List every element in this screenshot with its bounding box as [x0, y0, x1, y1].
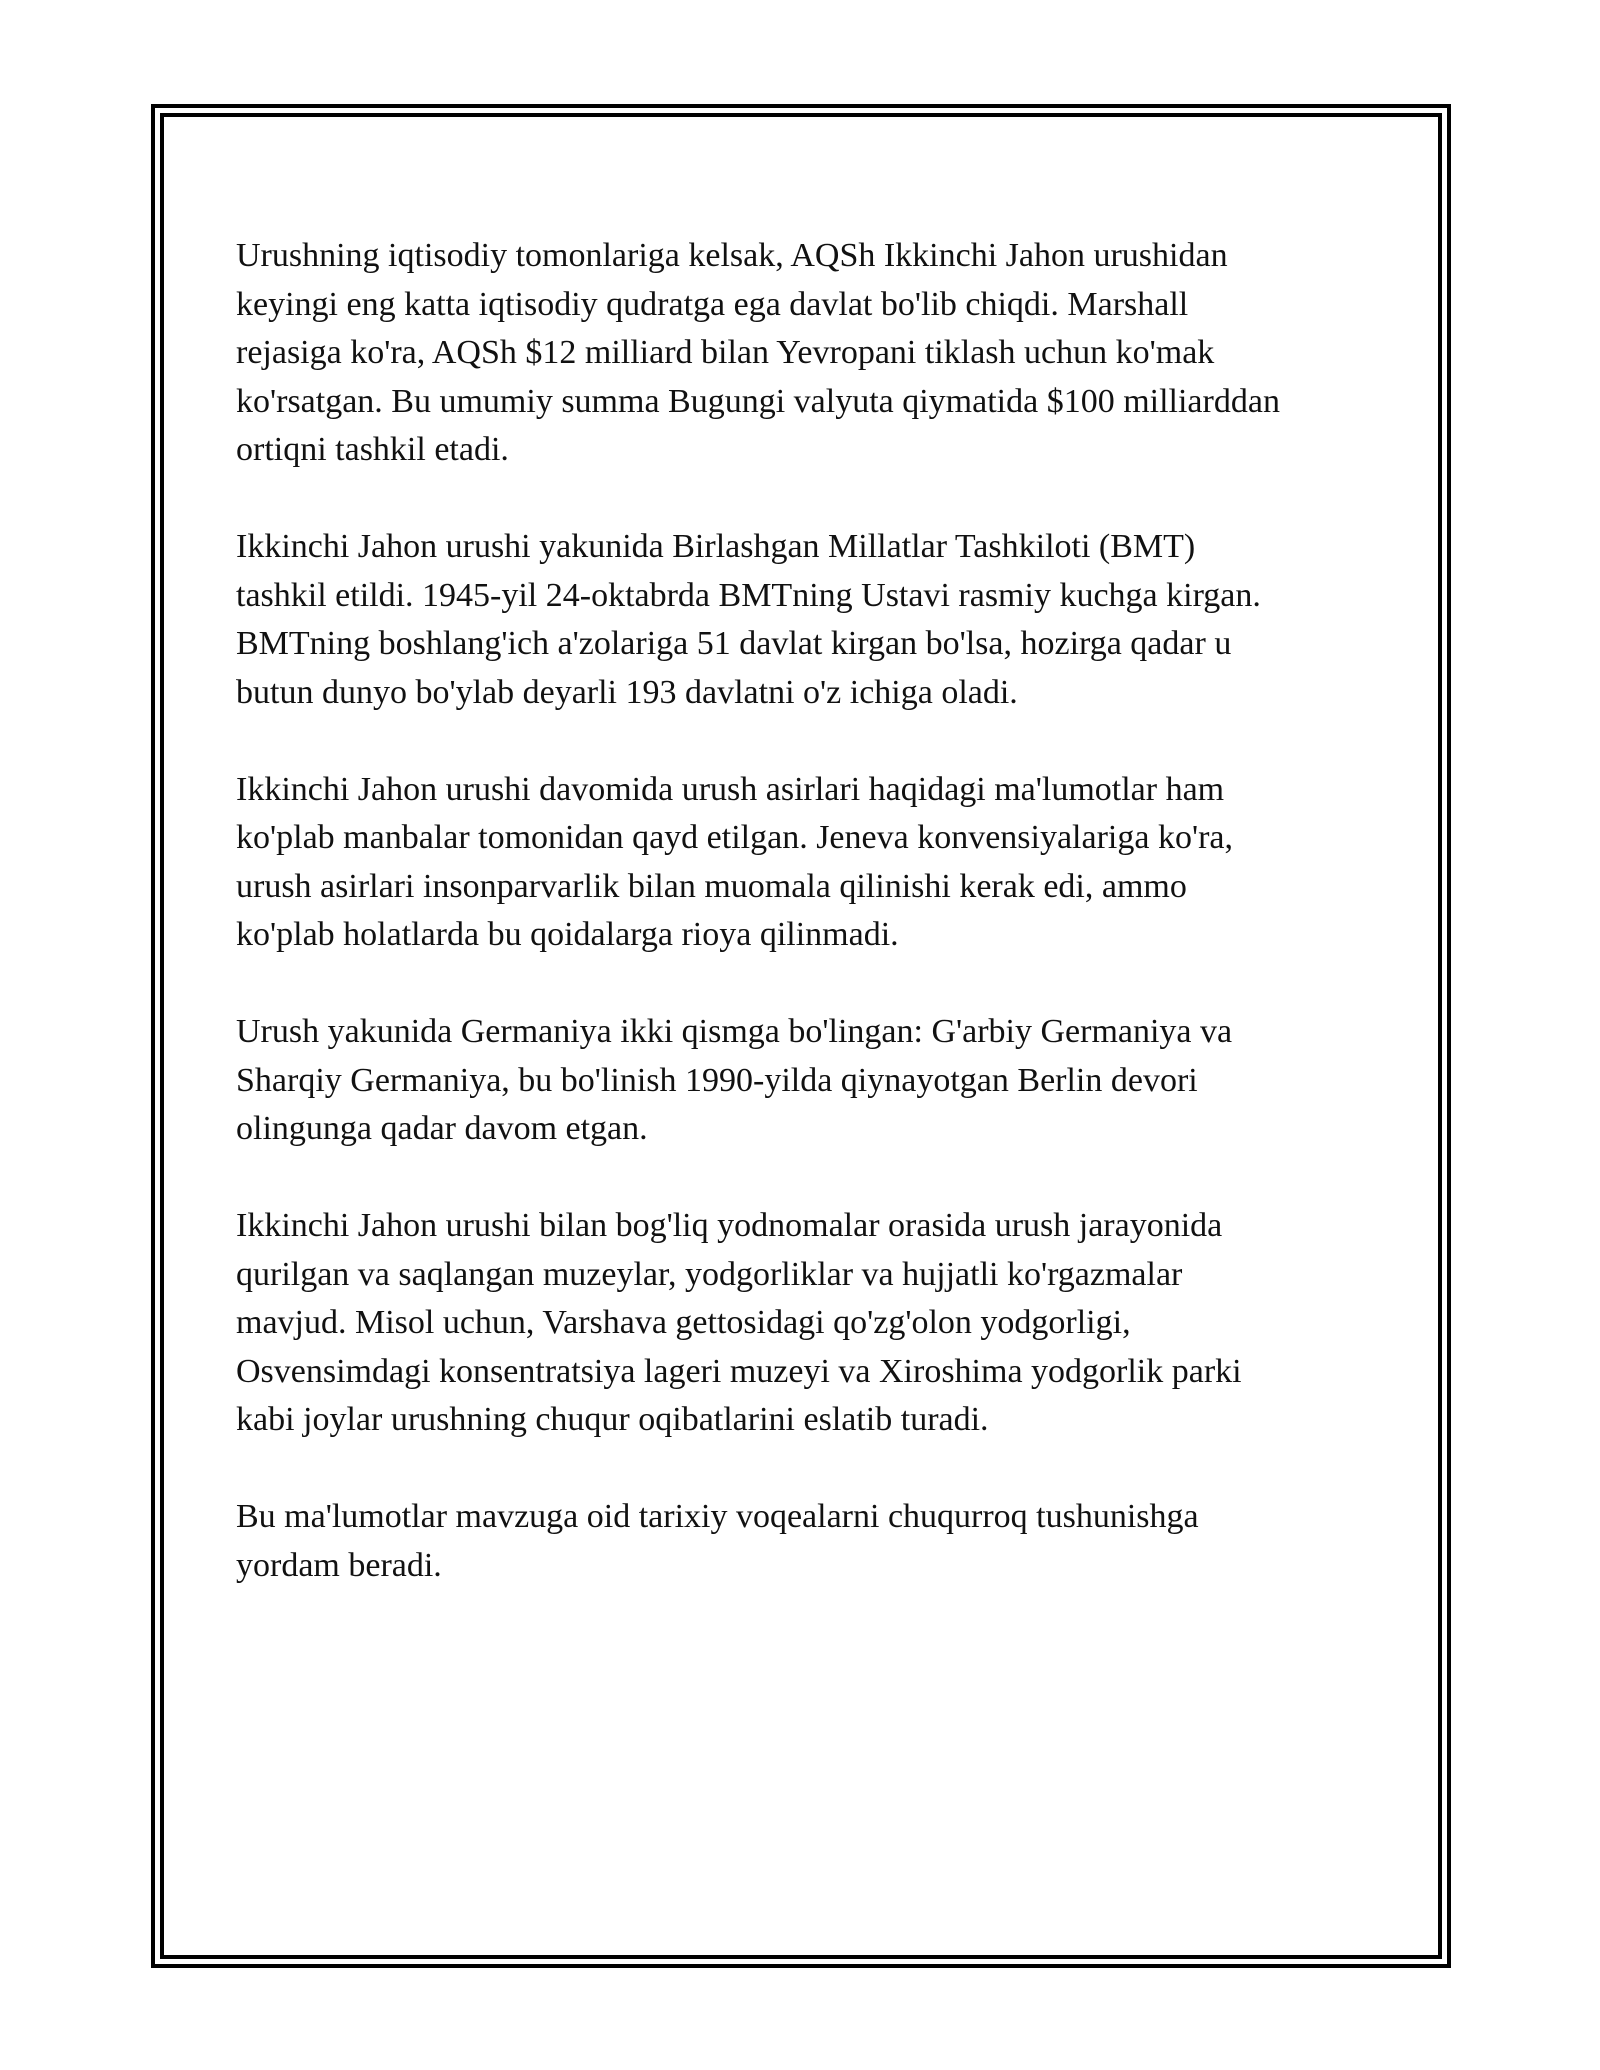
paragraph-germany-division: Urush yakunida Germaniya ikki qismga bo'lingan: G'arbiy Germaniya va Sharqiy Germaniya, bu bo'linish 1990-yilda qiynayotgan Berlin devori olingunga qadar davom etgan.	[236, 1013, 1233, 1147]
paragraph-memorials: Ikkinchi Jahon urushi bilan bog'liq yodnomalar orasida urush jarayonida qurilgan va saqlangan muzeylar, yodgorliklar va hujjatli ko'rgazmalar mavjud. Misol uchun, Varshava gettosidagi qo'zg'olon yodgorligi, Osvensimdagi konsentratsiya lageri muzeyi va Xiroshima yodgorlik parki kabi joylar urushning chuqur oqibatlarini eslatib turadi.	[236, 1207, 1242, 1438]
paragraph-united-nations: Ikkinchi Jahon urushi yakunida Birlashgan Millatlar Tashkiloti (BMT) tashkil etildi. 1945-yil 24-oktabrda BMTning Ustavi rasmiy kuchga kirgan. BMTning boshlang'ich a'zolariga 51 davlat kirgan bo'lsa, hozirga qadar u butun dunyo bo'ylab deyarli 193 davlatni o'z ichiga oladi.	[236, 528, 1261, 711]
document-body	[236, 232, 1376, 1639]
paragraph-prisoners-of-war: Ikkinchi Jahon urushi davomida urush asirlari haqidagi ma'lumotlar ham ko'plab manbalar tomonidan qayd etilgan. Jeneva konvensiyalariga ko'ra, urush asirlari insonparvarlik bilan muomala qilinishi kerak edi, ammo ko'plab holatlarda bu qoidalarga rioya qilinmadi.	[236, 770, 1233, 953]
paragraph-economy: Urushning iqtisodiy tomonlariga kelsak, AQSh Ikkinchi Jahon urushidan keyingi eng katta iqtisodiy qudratga ega davlat bo'lib chiqdi. Marshall rejasiga ko'ra, AQSh $12 milliard bilan Yevropani tiklash uchun ko'mak ko'rsatgan. Bu umumiy summa Bugungi valyuta qiymatida $100 milliarddan ortiqni tashkil etadi.	[236, 237, 1280, 468]
paragraph-conclusion: Bu ma'lumotlar mavzuga oid tarixiy voqealarni chuqurroq tushunishga yordam beradi.	[236, 1498, 1199, 1584]
